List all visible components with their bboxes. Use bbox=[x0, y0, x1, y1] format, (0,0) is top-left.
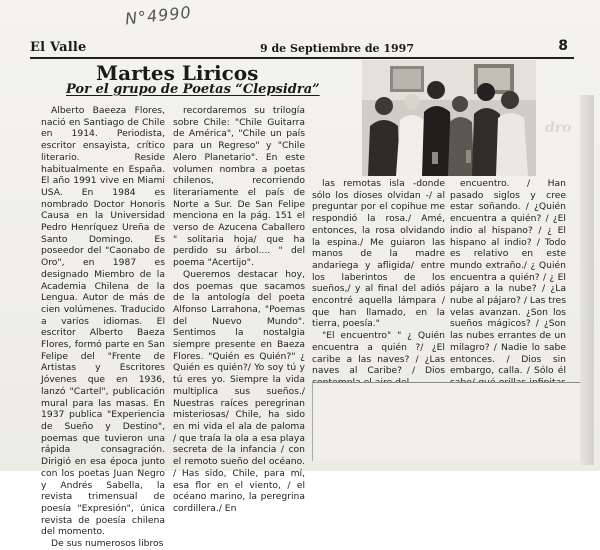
handwritten-archive-number: N°4990 bbox=[124, 2, 193, 29]
column-4-paragraph: encuentro. / Han pasado siglos y cree estar soñando. / ¿Quién encuentra a quién? / ¿El indio al hispano? / ¿ El hispano al indio? / Todo es relativo en este mundo extraño./ ¿ Quién encuentra a quién? / ¿ El pájaro a la nube? / ¿La nube al pájaro? / Las tres velas avanzan. ¿Son los sueños mágicos? / ¿Son las nubes errantes de un milagro? / Nadie lo sabe entonces. / Dios sin embargo, calla. / Sólo él bbox=[450, 178, 566, 377]
bleed-through-ghost-text-2: dro bbox=[545, 120, 572, 136]
column-2-paragraph: recordaremos su trilogía sobre Chile: "Chile Guitarra de América", "Chile un país para un Regreso" y "Chile Alero Planetario". En este volumen nombra a poetas chilenos, recorriendo literariamente el país de Norte a Sur. De San Felipe menciona en la pág. 151 el verso de Azucena Caballero " solitaria hoja/ que ha perdido su árbol.... " del poema "Acertijo". bbox=[173, 105, 305, 269]
page-number: 8 bbox=[558, 38, 568, 54]
masthead-rule bbox=[30, 57, 574, 59]
column-1-paragraph: Alberto Baeeza Flores, nació en Santiago de Chile en 1914. Periodista, escritor ensayista, crítico literario. Reside habitualmente en España. El año 1991 vive en Miami USA. En 1984 es nombrado Doctor Honoris Causa en la Universidad Pedro Henríquez Ureña de Santo Domingo. Es poseedor del "Caonabo de Oro", en 1987 es designado Miembro de la Academia Chilena de la Lengua. Autor de más de cien volúmenes. Traducido a varios idiomas. El escritor Alberto Baeza Flores, formó parte en San Felipe del "Frente de Artistas y Escritores Jóvenes que en 1936, lanzó "Cartel", publicación mural para las masas. En 1937 publica "Experiencia de Sueño y Destino", poemas que tuvieron una rápida consagración. Dirigió en esa época junto con los poetas Juan Negro y Andrés Sabella, la revista trimensual de poesía "Expresión", única revista de poesía chilena del momento. bbox=[41, 105, 165, 538]
article-column-1 bbox=[41, 105, 165, 550]
column-3-paragraph: las remotas isla -donde sólo los dioses olvidan -/ al preguntar por el copihue me respondió la rosa./ Amé, entonces, la rosa olvidando la espina./ Me guiaron las manos de la madre andariega y afligida/ entre los laberintos de los sueños,/ y al final del adiós encontré aquella lámpara / que han llamado, en la tierra, poesía." bbox=[312, 178, 445, 330]
group-photo bbox=[362, 60, 536, 176]
article-subtitle: Por el grupo de Poetas “Clepsidra” bbox=[66, 82, 320, 97]
group-photo-image bbox=[362, 60, 536, 176]
article-column-3 bbox=[312, 178, 445, 378]
column-3-paragraph: "El encuentro" " ¿ Quién encuentra a quién ?/ ¿El caribe a las naves? / ¿Las naves al Caribe? / Dios bbox=[312, 330, 445, 377]
publication-name: El Valle bbox=[30, 40, 87, 55]
article-title: Martes Liricos bbox=[96, 61, 259, 85]
article-column-2 bbox=[173, 105, 305, 514]
column-1-paragraph: De sus numerosos libros bbox=[51, 538, 164, 550]
adjacent-empty-box bbox=[312, 382, 583, 461]
article-column-4 bbox=[450, 178, 566, 390]
masthead bbox=[30, 38, 570, 58]
column-2-paragraph: Queremos destacar hoy, dos poemas que sacamos de la antología del poeta Alfonso Larrahona, "Poemas del Nuevo Mundo". Sentimos la nostalgia siempre presente en Baeza Flores. "Quién es Quién?" ¿ Quién es quién?/ Yo soy tú y tú eres yo. Siempre la vida multiplica sus sueños./ Nuestras raíces peregrinan misteriosas/ Chile, ha sido en mi vida el ala de paloma / que traía la ola a esa playa secreta de la infancia / con el remoto sueño del océano. / Has sido, Chile, para mí, esa flor en el viento, / el océano marino, la peregrina cordillera./ En bbox=[173, 268, 305, 514]
issue-date: 9 de Septiembre de 1997 bbox=[260, 42, 414, 55]
clipping-edge-shadow bbox=[580, 95, 594, 465]
